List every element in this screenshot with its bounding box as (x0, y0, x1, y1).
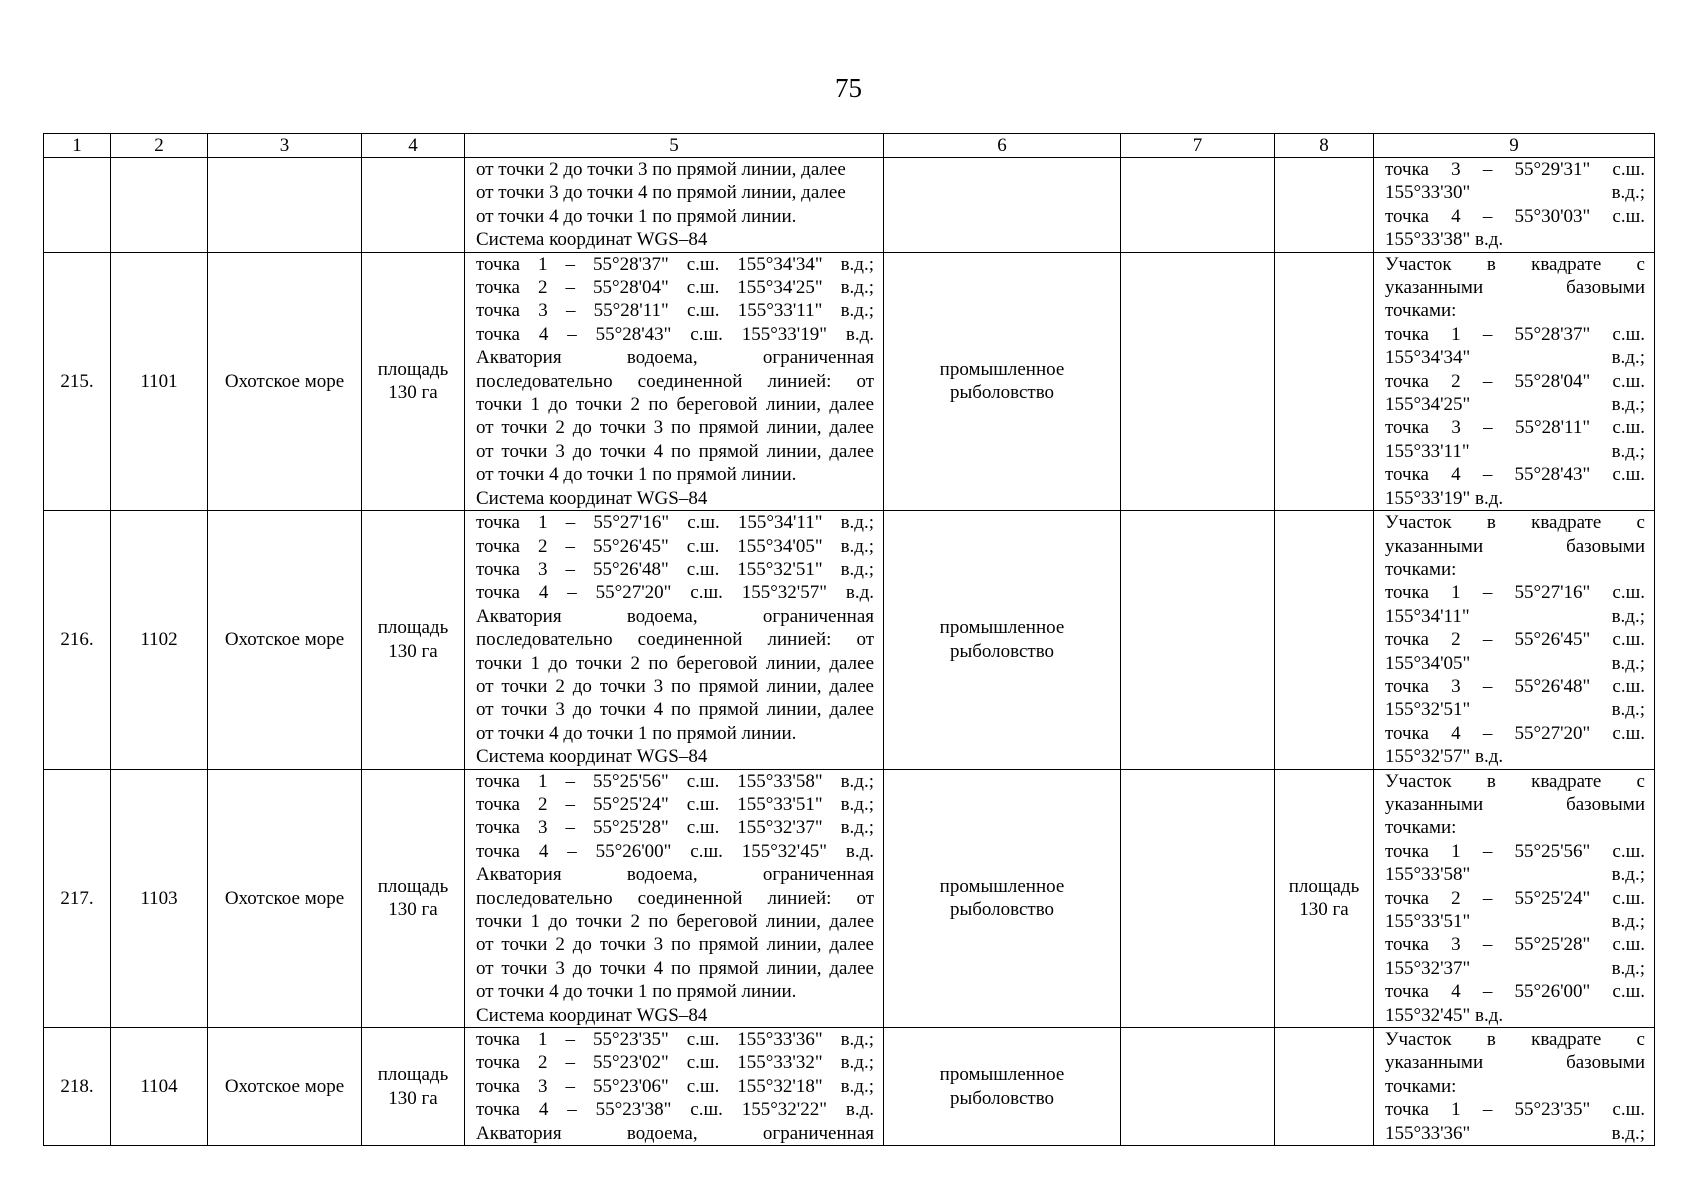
text-line: 130 га (1299, 899, 1349, 921)
text-line: точка 2 – 55°28'04" с.ш. (1385, 370, 1645, 392)
text-line: от точки 4 до точки 1 по прямой линии. (476, 981, 797, 1003)
text-line: 155°33'51" в.д.; (1385, 911, 1645, 932)
text-line: 155°33'11" в.д.; (1385, 440, 1645, 462)
text-line: Участок в квадрате с (1385, 253, 1645, 275)
text-line: точка 2 – 55°26'45" с.ш. (1385, 629, 1645, 651)
text-line: точка 4 – 55°30'03" с.ш. (1385, 205, 1645, 227)
boundary-description (465, 511, 884, 769)
text-line: от точки 3 до точки 4 по прямой линии, далее (476, 182, 846, 204)
purpose (884, 769, 1121, 1027)
column-header: 4 (362, 134, 465, 158)
area-size (362, 1028, 465, 1146)
text-line: точка 1 – 55°23'35" с.ш. (1385, 1099, 1645, 1121)
row-number: 215. (44, 252, 111, 510)
text-line: точка 3 – 55°26'48" с.ш. (1385, 675, 1645, 697)
boundary-description (465, 252, 884, 510)
col7-cell (1121, 1028, 1275, 1146)
base-points (1374, 158, 1655, 253)
text-line: точка 4 – 55°27'20" с.ш. 155°32'57" в.д. (476, 582, 874, 604)
empty-cell (1275, 158, 1374, 253)
purpose (884, 1028, 1121, 1146)
column-header: 8 (1275, 134, 1374, 158)
col7-cell (1121, 769, 1275, 1027)
text-line: точка 4 – 55°26'00" с.ш. 155°32'45" в.д. (476, 840, 874, 862)
base-points (1374, 252, 1655, 510)
text-line: 155°32'51" в.д.; (1385, 699, 1645, 721)
table-row (44, 511, 1655, 769)
base-points (1374, 769, 1655, 1027)
text-line: промышленное (939, 875, 1065, 897)
row-number: 217. (44, 769, 111, 1027)
text-line: указанными базовыми (1385, 1052, 1645, 1074)
text-line: 155°34'11" в.д.; (1385, 605, 1645, 627)
column-header: 5 (465, 134, 884, 158)
text-line: Акватория водоема, ограниченная (476, 605, 874, 627)
text-line: точка 1 – 55°27'16" с.ш. 155°34'11" в.д.; (476, 512, 874, 534)
column-header: 1 (44, 134, 111, 158)
empty-cell (44, 158, 111, 253)
text-line: точка 1 – 55°23'35" с.ш. 155°33'36" в.д.; (476, 1029, 874, 1051)
boundary-description (465, 158, 884, 253)
text-line: 155°32'37" в.д.; (1385, 957, 1645, 979)
purpose (884, 511, 1121, 769)
text-line: Система координат WGS–84 (476, 487, 708, 509)
text-line: 155°34'05" в.д.; (1385, 652, 1645, 674)
empty-cell (884, 158, 1121, 253)
text-line: рыболовство (949, 899, 1055, 921)
text-line: точка 3 – 55°28'11" с.ш. 155°33'11" в.д.; (476, 300, 874, 322)
text-line: последовательно соединенной линией: от (476, 370, 874, 392)
area-code: 1104 (111, 1028, 208, 1146)
column-header: 6 (884, 134, 1121, 158)
row-number: 218. (44, 1028, 111, 1146)
text-line: точка 1 – 55°25'56" с.ш. (1385, 840, 1645, 862)
area-code: 1103 (111, 769, 208, 1027)
continuation-row (44, 158, 1655, 253)
text-line: от точки 4 до точки 1 по прямой линии. (476, 205, 797, 227)
column-header: 2 (111, 134, 208, 158)
text-line: 155°32'57" в.д. (1385, 746, 1504, 768)
text-line: точка 1 – 55°28'37" с.ш. 155°34'34" в.д.; (476, 253, 874, 275)
text-line: точка 4 – 55°28'43" с.ш. 155°33'19" в.д. (476, 323, 874, 345)
area-size (362, 252, 465, 510)
col8-cell (1275, 252, 1374, 510)
row-number: 216. (44, 511, 111, 769)
text-line: Система координат WGS–84 (476, 746, 708, 768)
text-line: точка 3 – 55°25'28" с.ш. (1385, 934, 1645, 956)
text-line: площадь (377, 1064, 449, 1086)
text-line: точками: (1385, 558, 1457, 580)
column-header-row (44, 134, 1655, 158)
water-body: Охотское море (208, 252, 362, 510)
text-line: Система координат WGS–84 (476, 1004, 708, 1026)
area-size (362, 769, 465, 1027)
text-line: 155°33'38" в.д. (1385, 229, 1504, 251)
text-line: указанными базовыми (1385, 793, 1645, 815)
column-header: 7 (1121, 134, 1275, 158)
text-line: от точки 4 до точки 1 по прямой линии. (476, 464, 797, 486)
text-line: 155°32'45" в.д. (1385, 1004, 1504, 1026)
table-row (44, 769, 1655, 1027)
table-row (44, 1028, 1655, 1146)
text-line: точки 1 до точки 2 по береговой линии, далее (476, 652, 874, 674)
text-line: Участок в квадрате с (1385, 512, 1645, 534)
text-line: от точки 3 до точки 4 по прямой линии, далее (476, 957, 874, 979)
column-header: 3 (208, 134, 362, 158)
text-line: точка 3 – 55°28'11" с.ш. (1385, 417, 1645, 439)
text-line: точка 4 – 55°26'00" с.ш. (1385, 981, 1645, 1003)
text-line: Акватория водоема, ограниченная (476, 864, 874, 886)
text-line: от точки 3 до точки 4 по прямой линии, далее (476, 440, 874, 462)
text-line: 155°34'34" в.д.; (1385, 347, 1645, 369)
col7-cell (1121, 511, 1275, 769)
text-line: Акватория водоема, ограниченная (476, 347, 874, 369)
text-line: точка 2 – 55°28'04" с.ш. 155°34'25" в.д.; (476, 277, 874, 299)
text-line: 130 га (388, 382, 438, 404)
text-line: от точки 2 до точки 3 по прямой линии, далее (476, 159, 846, 180)
text-line: рыболовство (949, 1087, 1055, 1109)
text-line: точка 4 – 55°23'38" с.ш. 155°32'22" в.д. (476, 1099, 874, 1121)
text-line: точка 2 – 55°25'24" с.ш. (1385, 887, 1645, 909)
text-line: от точки 3 до точки 4 по прямой линии, далее (476, 699, 874, 721)
empty-cell (1121, 158, 1275, 253)
text-line: 130 га (388, 1087, 438, 1109)
water-body: Охотское море (208, 769, 362, 1027)
text-line: указанными базовыми (1385, 277, 1645, 299)
text-line: Участок в квадрате с (1385, 1029, 1645, 1051)
text-line: от точки 2 до точки 3 по прямой линии, далее (476, 934, 874, 956)
text-line: точка 2 – 55°25'24" с.ш. 155°33'51" в.д.; (476, 793, 874, 815)
text-line: Система координат WGS–84 (476, 229, 708, 251)
page-number: 75 (835, 73, 862, 103)
text-line: Акватория водоема, ограниченная (476, 1122, 874, 1144)
text-line: 155°33'30" в.д.; (1385, 182, 1645, 204)
text-line: промышленное (939, 1064, 1065, 1086)
area-size (362, 511, 465, 769)
text-line: точка 2 – 55°23'02" с.ш. 155°33'32" в.д.; (476, 1052, 874, 1074)
boundary-description (465, 1028, 884, 1146)
text-line: рыболовство (949, 382, 1055, 404)
text-line: рыболовство (949, 640, 1055, 662)
col8-cell (1275, 1028, 1374, 1146)
text-line: точки 1 до точки 2 по береговой линии, далее (476, 394, 874, 416)
text-line: площадь (377, 358, 449, 380)
text-line: точками: (1385, 817, 1457, 839)
text-line: 155°33'58" в.д.; (1385, 864, 1645, 886)
table-row (44, 252, 1655, 510)
text-line: точками: (1385, 1075, 1457, 1097)
text-line: площадь (377, 617, 449, 639)
text-line: точка 2 – 55°26'45" с.ш. 155°34'05" в.д.; (476, 535, 874, 557)
text-line: площадь (377, 875, 449, 897)
col8-cell (1275, 511, 1374, 769)
text-line: от точки 2 до точки 3 по прямой линии, далее (476, 417, 874, 439)
text-line: площадь (1288, 875, 1360, 897)
text-line: промышленное (939, 617, 1065, 639)
empty-cell (208, 158, 362, 253)
col7-cell (1121, 252, 1275, 510)
text-line: 155°34'25" в.д.; (1385, 394, 1645, 416)
base-points (1374, 1028, 1655, 1146)
col8-cell (1275, 769, 1374, 1027)
text-line: точка 3 – 55°23'06" с.ш. 155°32'18" в.д.; (476, 1075, 874, 1097)
text-line: от точки 2 до точки 3 по прямой линии, далее (476, 675, 874, 697)
text-line: точка 4 – 55°28'43" с.ш. (1385, 464, 1645, 486)
text-line: точка 1 – 55°25'56" с.ш. 155°33'58" в.д.; (476, 770, 874, 792)
area-code: 1101 (111, 252, 208, 510)
column-header: 9 (1374, 134, 1655, 158)
text-line: точка 3 – 55°26'48" с.ш. 155°32'51" в.д.; (476, 558, 874, 580)
water-body: Охотское море (208, 511, 362, 769)
empty-cell (111, 158, 208, 253)
text-line: последовательно соединенной линией: от (476, 887, 874, 909)
text-line: точка 1 – 55°28'37" с.ш. (1385, 323, 1645, 345)
water-body: Охотское море (208, 1028, 362, 1146)
text-line: точка 3 – 55°25'28" с.ш. 155°32'37" в.д.; (476, 817, 874, 839)
text-line: 155°33'19" в.д. (1385, 487, 1504, 509)
text-line: Участок в квадрате с (1385, 770, 1645, 792)
text-line: указанными базовыми (1385, 535, 1645, 557)
text-line: 155°33'36" в.д.; (1385, 1122, 1645, 1144)
purpose (884, 252, 1121, 510)
text-line: 130 га (388, 640, 438, 662)
fishing-areas-table (43, 133, 1655, 1146)
text-line: точками: (1385, 300, 1457, 322)
empty-cell (362, 158, 465, 253)
boundary-description (465, 769, 884, 1027)
area-code: 1102 (111, 511, 208, 769)
text-line: точка 4 – 55°27'20" с.ш. (1385, 722, 1645, 744)
text-line: промышленное (939, 358, 1065, 380)
base-points (1374, 511, 1655, 769)
text-line: точки 1 до точки 2 по береговой линии, далее (476, 911, 874, 932)
text-line: точка 3 – 55°29'31" с.ш. (1385, 159, 1645, 180)
text-line: от точки 4 до точки 1 по прямой линии. (476, 722, 797, 744)
text-line: точка 1 – 55°27'16" с.ш. (1385, 582, 1645, 604)
text-line: последовательно соединенной линией: от (476, 629, 874, 651)
text-line: 130 га (388, 899, 438, 921)
